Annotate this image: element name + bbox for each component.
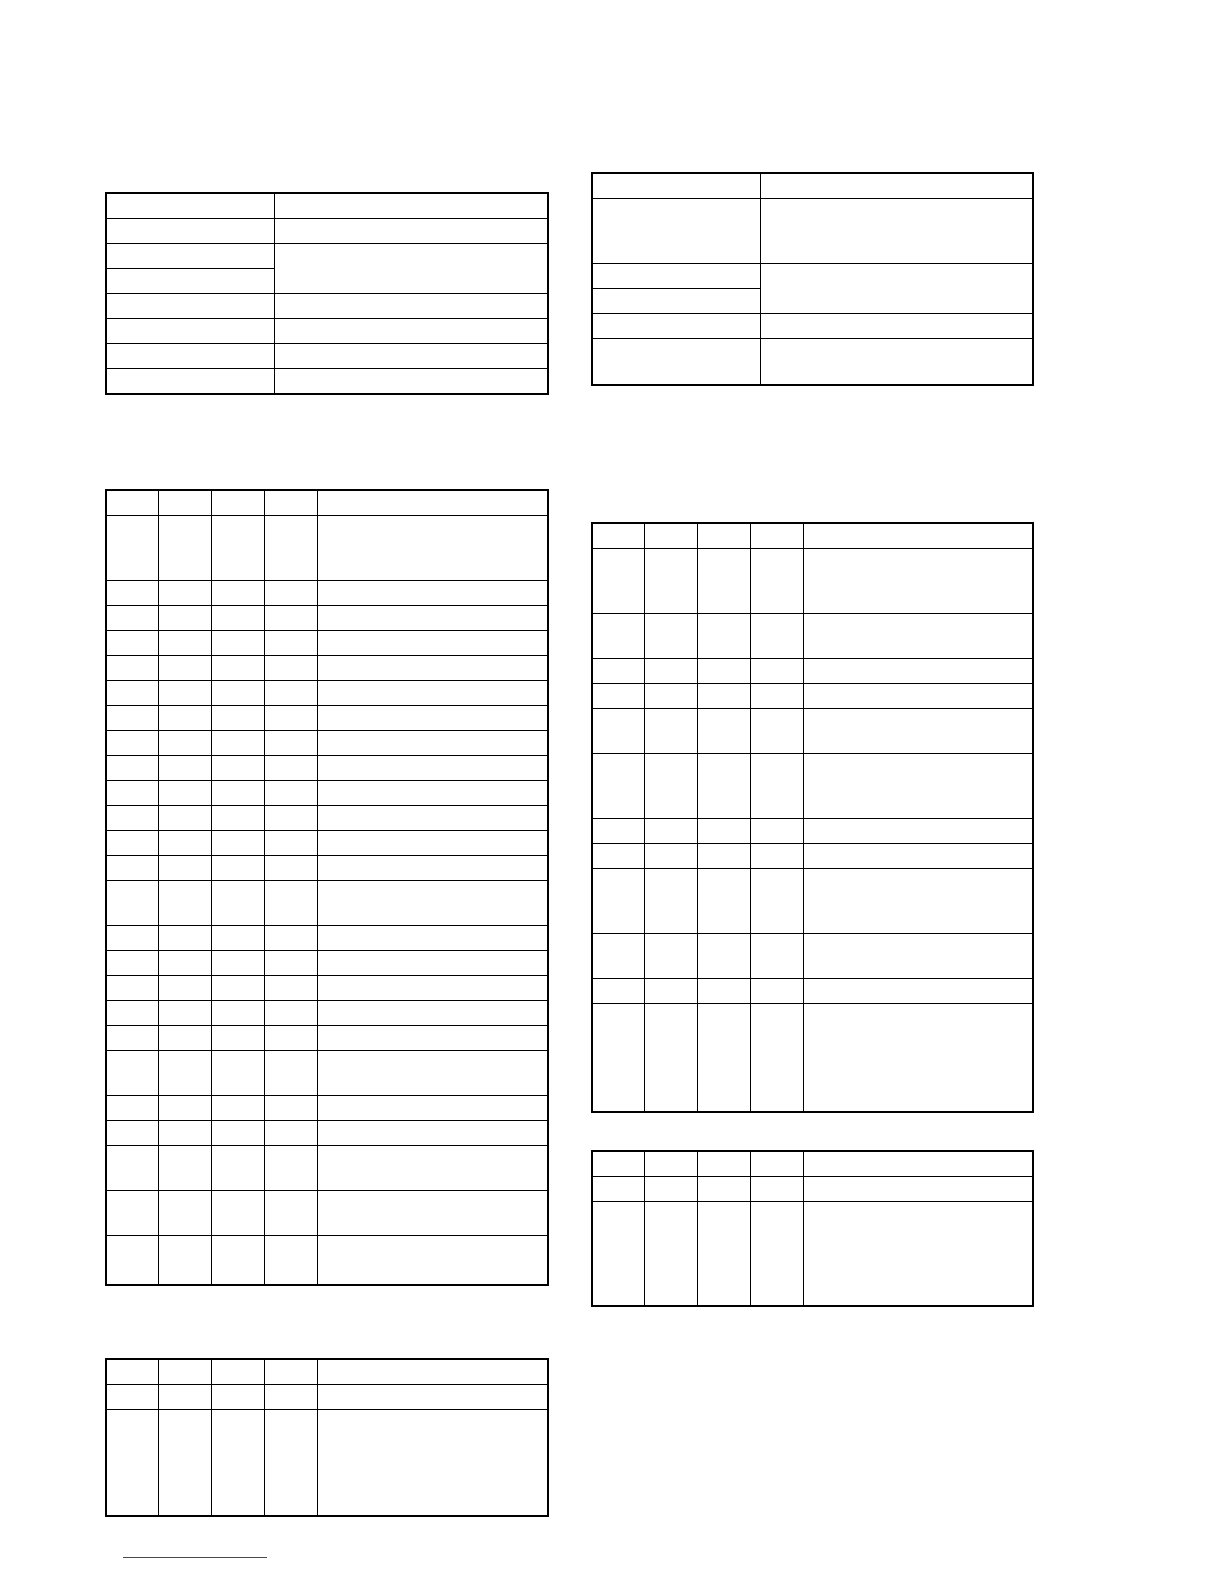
- col-divider: [158, 491, 159, 1284]
- table-3: [105, 489, 549, 1286]
- col-divider: [803, 1152, 804, 1305]
- row-divider: [593, 753, 1032, 754]
- row-divider: [593, 198, 1032, 199]
- row-divider: [593, 548, 1032, 549]
- row-divider: [107, 515, 547, 516]
- row-divider: [107, 830, 547, 831]
- col-divider: [697, 1152, 698, 1305]
- col-divider: [211, 491, 212, 1284]
- row-divider: [593, 288, 760, 289]
- row-divider: [107, 343, 547, 344]
- row-divider: [107, 975, 547, 976]
- row-divider: [107, 268, 274, 269]
- row-divider: [107, 1145, 547, 1146]
- row-divider: [107, 680, 547, 681]
- table-1: [105, 192, 549, 395]
- footer-link[interactable]: [123, 1557, 267, 1558]
- row-divider: [107, 655, 547, 656]
- row-divider: [107, 1025, 547, 1026]
- row-divider: [593, 683, 1032, 684]
- row-divider: [593, 818, 1032, 819]
- table-6: [105, 1358, 549, 1517]
- row-divider: [107, 630, 547, 631]
- row-divider: [107, 218, 547, 219]
- row-divider: [107, 243, 547, 244]
- row-divider: [107, 1235, 547, 1236]
- row-divider: [107, 1000, 547, 1001]
- row-divider: [107, 368, 547, 369]
- table-4: [591, 522, 1034, 1113]
- row-divider: [593, 313, 1032, 314]
- row-divider: [593, 338, 1032, 339]
- row-divider: [593, 658, 1032, 659]
- row-divider: [107, 950, 547, 951]
- row-divider: [107, 855, 547, 856]
- col-divider: [317, 491, 318, 1284]
- row-divider: [107, 755, 547, 756]
- row-divider: [593, 978, 1032, 979]
- row-divider: [107, 1050, 547, 1051]
- row-divider: [107, 1095, 547, 1096]
- row-divider: [593, 1176, 1032, 1177]
- row-divider: [107, 293, 547, 294]
- col-divider: [760, 174, 761, 384]
- row-divider: [107, 580, 547, 581]
- row-divider: [107, 605, 547, 606]
- row-divider: [593, 613, 1032, 614]
- row-divider: [593, 708, 1032, 709]
- col-divider: [264, 491, 265, 1284]
- row-divider: [593, 1201, 1032, 1202]
- row-divider: [107, 780, 547, 781]
- table-5: [591, 1150, 1034, 1307]
- col-divider: [644, 1152, 645, 1305]
- row-divider: [107, 1190, 547, 1191]
- row-divider: [593, 843, 1032, 844]
- row-divider: [107, 1409, 547, 1410]
- table-2: [591, 172, 1034, 386]
- row-divider: [107, 805, 547, 806]
- row-divider: [593, 1003, 1032, 1004]
- row-divider: [593, 933, 1032, 934]
- row-divider: [107, 880, 547, 881]
- col-divider: [750, 1152, 751, 1305]
- row-divider: [107, 925, 547, 926]
- row-divider: [593, 868, 1032, 869]
- row-divider: [107, 1120, 547, 1121]
- row-divider: [107, 730, 547, 731]
- row-divider: [593, 263, 1032, 264]
- row-divider: [107, 1384, 547, 1385]
- row-divider: [107, 705, 547, 706]
- row-divider: [107, 318, 547, 319]
